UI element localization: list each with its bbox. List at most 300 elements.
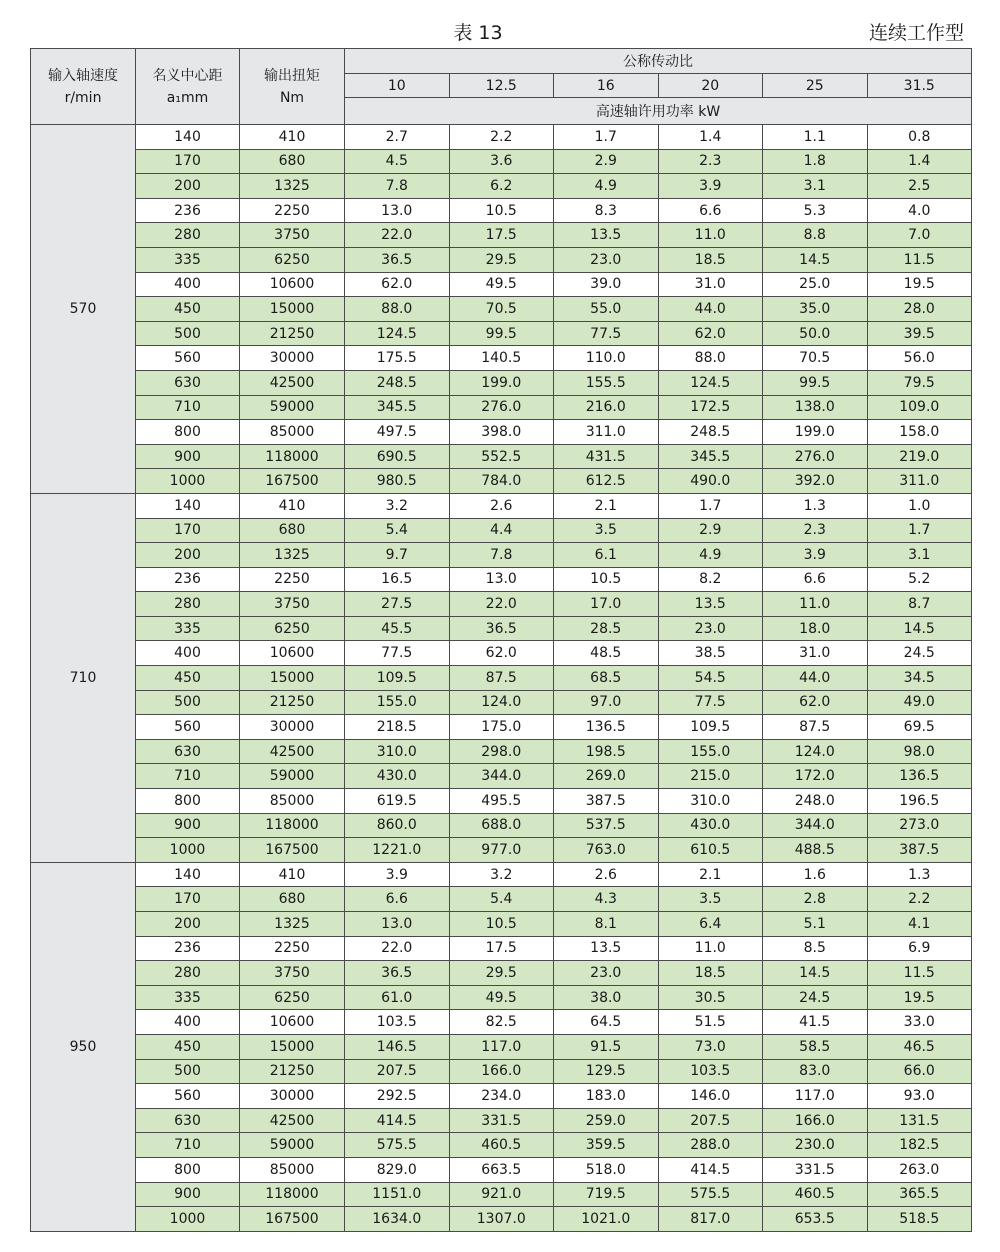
center-distance-cell: 1000 (136, 469, 240, 494)
power-cell: 103.5 (658, 1059, 763, 1084)
power-cell: 172.5 (658, 395, 763, 420)
power-cell: 619.5 (345, 789, 450, 814)
power-cell: 18.5 (658, 247, 763, 272)
torque-cell: 167500 (240, 838, 345, 863)
torque-cell: 30000 (240, 346, 345, 371)
power-cell: 99.5 (449, 321, 554, 346)
power-cell: 488.5 (763, 838, 868, 863)
power-cell: 131.5 (867, 1108, 972, 1133)
power-cell: 5.4 (345, 518, 450, 543)
torque-cell: 118000 (240, 1182, 345, 1207)
power-cell: 19.5 (867, 272, 972, 297)
table-row (31, 887, 972, 912)
power-cell: 575.5 (345, 1133, 450, 1158)
torque-cell: 680 (240, 518, 345, 543)
torque-cell: 59000 (240, 764, 345, 789)
power-cell: 4.9 (554, 174, 659, 199)
power-cell: 1.0 (867, 493, 972, 518)
power-cell: 1.7 (554, 125, 659, 150)
torque-cell: 1325 (240, 543, 345, 568)
power-cell: 431.5 (554, 444, 659, 469)
power-cell: 29.5 (449, 961, 554, 986)
power-cell: 62.0 (763, 690, 868, 715)
power-cell: 3.2 (345, 493, 450, 518)
input-speed-cell: 570 (31, 125, 136, 494)
power-cell: 392.0 (763, 469, 868, 494)
center-distance-cell: 560 (136, 715, 240, 740)
power-cell: 495.5 (449, 789, 554, 814)
torque-cell: 118000 (240, 444, 345, 469)
power-cell: 653.5 (763, 1207, 868, 1232)
power-cell: 136.5 (554, 715, 659, 740)
center-distance-cell: 170 (136, 887, 240, 912)
center-distance-cell: 400 (136, 641, 240, 666)
torque-cell: 6250 (240, 247, 345, 272)
torque-cell: 680 (240, 887, 345, 912)
center-distance-header-label: 名义中心距 (152, 67, 223, 84)
power-cell: 269.0 (554, 764, 659, 789)
torque-cell: 42500 (240, 739, 345, 764)
power-cell: 129.5 (554, 1059, 659, 1084)
power-cell: 97.0 (554, 690, 659, 715)
center-distance-cell: 900 (136, 813, 240, 838)
power-cell: 8.1 (554, 912, 659, 937)
power-cell: 56.0 (867, 346, 972, 371)
torque-cell: 3750 (240, 223, 345, 248)
power-cell: 575.5 (658, 1182, 763, 1207)
power-cell: 109.0 (867, 395, 972, 420)
center-distance-cell: 280 (136, 592, 240, 617)
center-distance-cell: 560 (136, 346, 240, 371)
torque-cell: 410 (240, 125, 345, 150)
power-cell: 14.5 (867, 616, 972, 641)
power-cell: 46.5 (867, 1034, 972, 1059)
power-cell: 24.5 (763, 985, 868, 1010)
center-distance-cell: 800 (136, 1157, 240, 1182)
power-cell: 359.5 (554, 1133, 659, 1158)
power-cell: 11.0 (658, 936, 763, 961)
power-cell: 62.0 (449, 641, 554, 666)
power-cell: 690.5 (345, 444, 450, 469)
power-cell: 18.0 (763, 616, 868, 641)
table-row (31, 543, 972, 568)
power-cell: 273.0 (867, 813, 972, 838)
power-cell: 54.5 (658, 666, 763, 691)
power-cell: 77.5 (554, 321, 659, 346)
power-cell: 45.5 (345, 616, 450, 641)
power-cell: 22.0 (449, 592, 554, 617)
power-cell: 117.0 (449, 1034, 554, 1059)
torque-cell: 21250 (240, 690, 345, 715)
power-cell: 83.0 (763, 1059, 868, 1084)
power-cell: 124.0 (763, 739, 868, 764)
power-cell: 537.5 (554, 813, 659, 838)
power-cell: 612.5 (554, 469, 659, 494)
power-cell: 69.5 (867, 715, 972, 740)
power-cell: 2.6 (449, 493, 554, 518)
power-cell: 41.5 (763, 1010, 868, 1035)
power-cell: 1.7 (658, 493, 763, 518)
power-cell: 155.0 (658, 739, 763, 764)
center-distance-cell: 280 (136, 223, 240, 248)
center-distance-cell: 170 (136, 149, 240, 174)
power-cell: 48.5 (554, 641, 659, 666)
torque-cell: 2250 (240, 567, 345, 592)
power-cell: 28.0 (867, 297, 972, 322)
torque-cell: 167500 (240, 469, 345, 494)
power-cell: 23.0 (554, 247, 659, 272)
power-cell: 51.5 (658, 1010, 763, 1035)
power-cell: 215.0 (658, 764, 763, 789)
input-speed-cell: 710 (31, 493, 136, 862)
power-cell: 13.0 (345, 912, 450, 937)
table-row (31, 518, 972, 543)
power-cell: 24.5 (867, 641, 972, 666)
power-cell: 430.0 (345, 764, 450, 789)
center-distance-cell: 450 (136, 666, 240, 691)
power-cell: 109.5 (345, 666, 450, 691)
power-cell: 2.3 (763, 518, 868, 543)
power-cell: 34.5 (867, 666, 972, 691)
power-cell: 98.0 (867, 739, 972, 764)
power-cell: 70.5 (763, 346, 868, 371)
table-row (31, 1010, 972, 1035)
torque-cell: 85000 (240, 789, 345, 814)
table-row (31, 370, 972, 395)
power-cell: 460.5 (449, 1133, 554, 1158)
table-row (31, 936, 972, 961)
power-cell: 387.5 (554, 789, 659, 814)
table-row (31, 616, 972, 641)
center-distance-cell: 630 (136, 739, 240, 764)
torque-cell: 21250 (240, 321, 345, 346)
power-cell: 3.1 (867, 543, 972, 568)
speed-header-unit: r/min (64, 89, 102, 106)
table-row (31, 789, 972, 814)
power-cell: 2.7 (345, 125, 450, 150)
power-cell: 13.5 (658, 592, 763, 617)
center-distance-cell: 500 (136, 690, 240, 715)
power-cell: 207.5 (658, 1108, 763, 1133)
power-cell: 292.5 (345, 1084, 450, 1109)
power-cell: 3.2 (449, 862, 554, 887)
power-cell: 610.5 (658, 838, 763, 863)
power-cell: 288.0 (658, 1133, 763, 1158)
torque-cell: 6250 (240, 985, 345, 1010)
center-distance-cell: 200 (136, 543, 240, 568)
power-cell: 311.0 (867, 469, 972, 494)
table-row (31, 764, 972, 789)
power-cell: 17.5 (449, 223, 554, 248)
power-cell: 460.5 (763, 1182, 868, 1207)
center-distance-cell: 236 (136, 936, 240, 961)
power-cell: 4.4 (449, 518, 554, 543)
power-cell: 1.4 (658, 125, 763, 150)
power-cell: 140.5 (449, 346, 554, 371)
power-cell: 663.5 (449, 1157, 554, 1182)
center-distance-cell: 236 (136, 567, 240, 592)
power-cell: 4.0 (867, 198, 972, 223)
power-cell: 310.0 (345, 739, 450, 764)
power-cell: 93.0 (867, 1084, 972, 1109)
center-distance-cell: 710 (136, 395, 240, 420)
power-cell: 331.5 (449, 1108, 554, 1133)
center-distance-cell: 236 (136, 198, 240, 223)
power-cell: 8.7 (867, 592, 972, 617)
power-cell: 16.5 (345, 567, 450, 592)
power-cell: 166.0 (449, 1059, 554, 1084)
power-cell: 414.5 (658, 1157, 763, 1182)
power-cell: 27.5 (345, 592, 450, 617)
power-cell: 11.0 (763, 592, 868, 617)
power-cell: 68.5 (554, 666, 659, 691)
power-cell: 11.0 (658, 223, 763, 248)
power-cell: 2.5 (867, 174, 972, 199)
torque-cell: 10600 (240, 1010, 345, 1035)
power-cell: 6.4 (658, 912, 763, 937)
power-cell: 11.5 (867, 961, 972, 986)
power-cell: 172.0 (763, 764, 868, 789)
torque-cell: 10600 (240, 641, 345, 666)
power-cell: 58.5 (763, 1034, 868, 1059)
torque-cell: 42500 (240, 370, 345, 395)
center-distance-cell: 280 (136, 961, 240, 986)
torque-header (240, 49, 345, 125)
power-cell: 199.0 (763, 420, 868, 445)
power-cell: 414.5 (345, 1108, 450, 1133)
power-cell: 14.5 (763, 961, 868, 986)
table-header (31, 49, 972, 125)
power-cell: 82.5 (449, 1010, 554, 1035)
power-cell: 158.0 (867, 420, 972, 445)
power-cell: 77.5 (658, 690, 763, 715)
power-cell: 73.0 (658, 1034, 763, 1059)
torque-cell: 6250 (240, 616, 345, 641)
power-cell: 22.0 (345, 936, 450, 961)
table-row (31, 420, 972, 445)
power-cell: 310.0 (658, 789, 763, 814)
torque-cell: 30000 (240, 715, 345, 740)
power-cell: 7.0 (867, 223, 972, 248)
power-cell: 248.0 (763, 789, 868, 814)
power-cell: 38.5 (658, 641, 763, 666)
power-cell: 1021.0 (554, 1207, 659, 1232)
table-row (31, 297, 972, 322)
center-distance-cell: 560 (136, 1084, 240, 1109)
power-cell: 977.0 (449, 838, 554, 863)
table-row (31, 961, 972, 986)
power-cell: 18.5 (658, 961, 763, 986)
power-cell: 0.8 (867, 125, 972, 150)
power-cell: 166.0 (763, 1108, 868, 1133)
power-cell: 1.1 (763, 125, 868, 150)
torque-cell: 15000 (240, 666, 345, 691)
center-distance-cell: 630 (136, 370, 240, 395)
torque-header-label: 输出扭矩 (264, 67, 320, 84)
power-cell: 2.2 (449, 125, 554, 150)
power-cell: 36.5 (449, 616, 554, 641)
power-cell: 1307.0 (449, 1207, 554, 1232)
table-row (31, 739, 972, 764)
table-subtitle: 连续工作型 (868, 22, 964, 44)
power-cell: 23.0 (554, 961, 659, 986)
torque-cell: 3750 (240, 961, 345, 986)
torque-cell: 85000 (240, 420, 345, 445)
power-cell: 2.6 (554, 862, 659, 887)
power-cell: 49.0 (867, 690, 972, 715)
center-distance-cell: 500 (136, 321, 240, 346)
power-cell: 88.0 (345, 297, 450, 322)
power-cell: 136.5 (867, 764, 972, 789)
power-cell: 110.0 (554, 346, 659, 371)
center-distance-cell: 140 (136, 862, 240, 887)
center-distance-cell: 710 (136, 1133, 240, 1158)
power-cell: 518.0 (554, 1157, 659, 1182)
power-cell: 219.0 (867, 444, 972, 469)
power-cell: 103.5 (345, 1010, 450, 1035)
power-cell: 91.5 (554, 1034, 659, 1059)
power-cell: 66.0 (867, 1059, 972, 1084)
torque-cell: 410 (240, 862, 345, 887)
power-cell: 980.5 (345, 469, 450, 494)
power-cell: 198.5 (554, 739, 659, 764)
table-row (31, 1182, 972, 1207)
table-row (31, 985, 972, 1010)
power-cell: 4.5 (345, 149, 450, 174)
power-cell: 38.0 (554, 985, 659, 1010)
power-cell: 1.6 (763, 862, 868, 887)
table-row (31, 666, 972, 691)
power-cell: 276.0 (449, 395, 554, 420)
table-row (31, 641, 972, 666)
power-cell: 3.9 (345, 862, 450, 887)
power-cell: 99.5 (763, 370, 868, 395)
power-cell: 3.9 (763, 543, 868, 568)
power-cell: 7.8 (449, 543, 554, 568)
power-cell: 39.0 (554, 272, 659, 297)
power-cell: 2.3 (658, 149, 763, 174)
table-row (31, 469, 972, 494)
table-row (31, 247, 972, 272)
power-cell: 35.0 (763, 297, 868, 322)
power-cell: 344.0 (763, 813, 868, 838)
power-cell: 263.0 (867, 1157, 972, 1182)
power-cell: 4.9 (658, 543, 763, 568)
power-cell: 36.5 (345, 247, 450, 272)
power-cell: 3.6 (449, 149, 554, 174)
table-row (31, 444, 972, 469)
power-cell: 62.0 (658, 321, 763, 346)
power-cell: 6.9 (867, 936, 972, 961)
power-cell: 829.0 (345, 1157, 450, 1182)
power-cell: 13.0 (345, 198, 450, 223)
power-cell: 36.5 (345, 961, 450, 986)
center-distance-cell: 710 (136, 764, 240, 789)
power-cell: 1221.0 (345, 838, 450, 863)
power-cell: 1151.0 (345, 1182, 450, 1207)
power-cell: 497.5 (345, 420, 450, 445)
power-cell: 10.5 (449, 198, 554, 223)
table-row (31, 1034, 972, 1059)
power-cell: 860.0 (345, 813, 450, 838)
table-row (31, 395, 972, 420)
power-cell: 4.3 (554, 887, 659, 912)
power-cell: 29.5 (449, 247, 554, 272)
power-cell: 1.3 (763, 493, 868, 518)
power-cell: 2.9 (554, 149, 659, 174)
power-cell: 44.0 (658, 297, 763, 322)
power-cell: 183.0 (554, 1084, 659, 1109)
power-cell: 3.9 (658, 174, 763, 199)
power-cell: 2.9 (658, 518, 763, 543)
power-cell: 28.5 (554, 616, 659, 641)
power-cell: 218.5 (345, 715, 450, 740)
power-cell: 50.0 (763, 321, 868, 346)
table-row (31, 1108, 972, 1133)
torque-cell: 1325 (240, 912, 345, 937)
ratio-value: 31.5 (867, 74, 972, 98)
power-cell: 5.1 (763, 912, 868, 937)
power-cell: 8.3 (554, 198, 659, 223)
power-cell: 248.5 (658, 420, 763, 445)
ratio-value: 12.5 (449, 74, 554, 98)
power-rating-table (30, 48, 972, 1232)
power-cell: 5.3 (763, 198, 868, 223)
power-cell: 6.6 (763, 567, 868, 592)
power-cell: 10.5 (554, 567, 659, 592)
power-cell: 1.8 (763, 149, 868, 174)
power-cell: 763.0 (554, 838, 659, 863)
power-cell: 70.5 (449, 297, 554, 322)
power-cell: 62.0 (345, 272, 450, 297)
center-distance-cell: 900 (136, 1182, 240, 1207)
power-header: 高速轴许用功率 kW (345, 98, 972, 125)
power-cell: 2.1 (658, 862, 763, 887)
power-cell: 155.0 (345, 690, 450, 715)
table-row (31, 813, 972, 838)
power-cell: 6.6 (658, 198, 763, 223)
power-cell: 23.0 (658, 616, 763, 641)
power-cell: 259.0 (554, 1108, 659, 1133)
power-cell: 49.5 (449, 272, 554, 297)
power-cell: 5.2 (867, 567, 972, 592)
power-cell: 11.5 (867, 247, 972, 272)
power-cell: 13.5 (554, 223, 659, 248)
power-cell: 344.0 (449, 764, 554, 789)
power-cell: 175.0 (449, 715, 554, 740)
table-row (31, 1084, 972, 1109)
speed-header-label: 输入轴速度 (48, 67, 118, 84)
table-row (31, 1059, 972, 1084)
power-cell: 365.5 (867, 1182, 972, 1207)
power-cell: 196.5 (867, 789, 972, 814)
power-cell: 230.0 (763, 1133, 868, 1158)
table-row (31, 149, 972, 174)
table-row (31, 1133, 972, 1158)
center-distance-cell: 140 (136, 125, 240, 150)
power-cell: 10.5 (449, 912, 554, 937)
power-cell: 87.5 (763, 715, 868, 740)
power-cell: 77.5 (345, 641, 450, 666)
power-cell: 39.5 (867, 321, 972, 346)
power-cell: 331.5 (763, 1157, 868, 1182)
ratio-value: 20 (658, 74, 763, 98)
power-cell: 155.5 (554, 370, 659, 395)
torque-cell: 1325 (240, 174, 345, 199)
power-cell: 8.8 (763, 223, 868, 248)
power-cell: 216.0 (554, 395, 659, 420)
power-cell: 7.8 (345, 174, 450, 199)
